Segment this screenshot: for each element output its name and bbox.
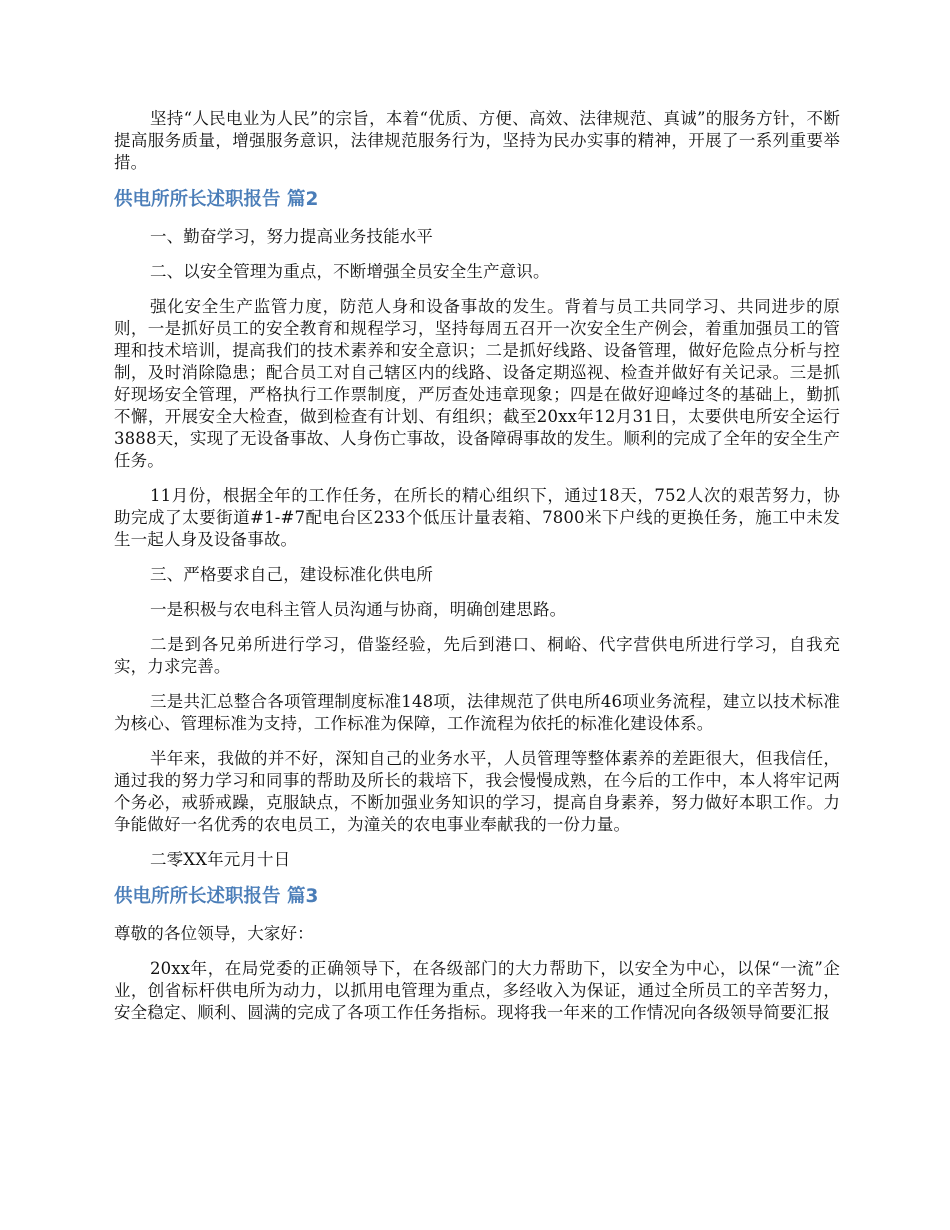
paragraph-safety: 强化安全生产监管力度，防范人身和设备事故的发生。背着与员工共同学习、共同进步的原则，一是抓好员工的安全教育和规程学习，坚持每周五召开一次安全生产例会，着重加强员工的管理和技术培训，提高我们的技术素养和安全意识；二是抓好线路、设备管理，做好危险点分析与控制，及时消除隐患；配合员工对自己辖区内的线路、设备定期巡视、检查并做好有关记录。三是抓好现场安全管理，严格执行工作票制度，严厉查处违章现象；四是在做好迎峰过冬的基础上，勤抓不懈，开展安全大检查，做到检查有计划、有组织；截至20xx年12月31日，太要供电所安全运行3888天，实现了无设备事故、人身伤亡事故，设备障碍事故的发生。顺利的完成了全年的安全生产任务。 xyxy=(114,297,840,470)
paragraph-item-2: 二、以安全管理为重点，不断增强全员安全生产意识。 xyxy=(150,262,550,281)
paragraph-salutation: 尊敬的各位领导，大家好： xyxy=(114,924,314,943)
paragraph-date: 二零XX年元月十日 xyxy=(150,850,291,869)
paragraph-first: 一是积极与农电科主管人员沟通与协商，明确创建思路。 xyxy=(150,600,567,619)
paragraph-intro: 坚持“人民电业为人民”的宗旨，本着“优质、方便、高效、法律规范、真诚”的服务方针，不断提高服务质量，增强服务意识，法律规范服务行为，坚持为民办实事的精神，开展了一系列重要举措。 xyxy=(114,109,840,172)
paragraph-summary: 半年来，我做的并不好，深知自己的业务水平，人员管理等整体素养的差距很大，但我信任，通过我的努力学习和同事的帮助及所长的栽培下，我会慢慢成熟，在今后的工作中，本人将牢记两个务必，戒骄戒躁，克服缺点，不断加强业务知识的学习，提高自身素养，努力做好本职工作。力争能做好一名优秀的农电员工，为潼关的农电事业奉献我的一份力量。 xyxy=(114,749,840,834)
section-heading-2: 供电所所长述职报告 篇2 xyxy=(114,189,319,210)
paragraph-item-3: 三、严格要求自己，建设标准化供电所 xyxy=(150,565,434,584)
paragraph-second: 二是到各兄弟所进行学习，借鉴经验，先后到港口、桐峪、代字营供电所进行学习，自我充实，力求完善。 xyxy=(114,635,840,676)
document-page xyxy=(114,108,840,1037)
section-heading-3: 供电所所长述职报告 篇3 xyxy=(114,886,319,907)
paragraph-item-1: 一、勤奋学习，努力提高业务技能水平 xyxy=(150,227,434,246)
paragraph-report: 20xx年，在局党委的正确领导下，在各级部门的大力帮助下，以安全为中心，以保“一流”企业，创省标杆供电所为动力，以抓用电管理为重点，多经收入为保证，通过全所员工的辛苦努力，安全稳定、顺利、圆满的完成了各项工作任务指标。现将我一年来的工作情况向各级领导简要汇报 xyxy=(114,959,840,1022)
paragraph-november: 11月份，根据全年的工作任务，在所长的精心组织下，通过18天，752人次的艰苦努力，协助完成了太要街道#1-#7配电台区233个低压计量表箱、7800米下户线的更换任务，施工中未发生一起人身及设备事故。 xyxy=(114,486,840,549)
paragraph-third: 三是共汇总整合各项管理制度标准148项，法律规范了供电所46项业务流程，建立以技术标准为核心、管理标准为支持，工作标准为保障，工作流程为依托的标准化建设体系。 xyxy=(114,692,840,733)
